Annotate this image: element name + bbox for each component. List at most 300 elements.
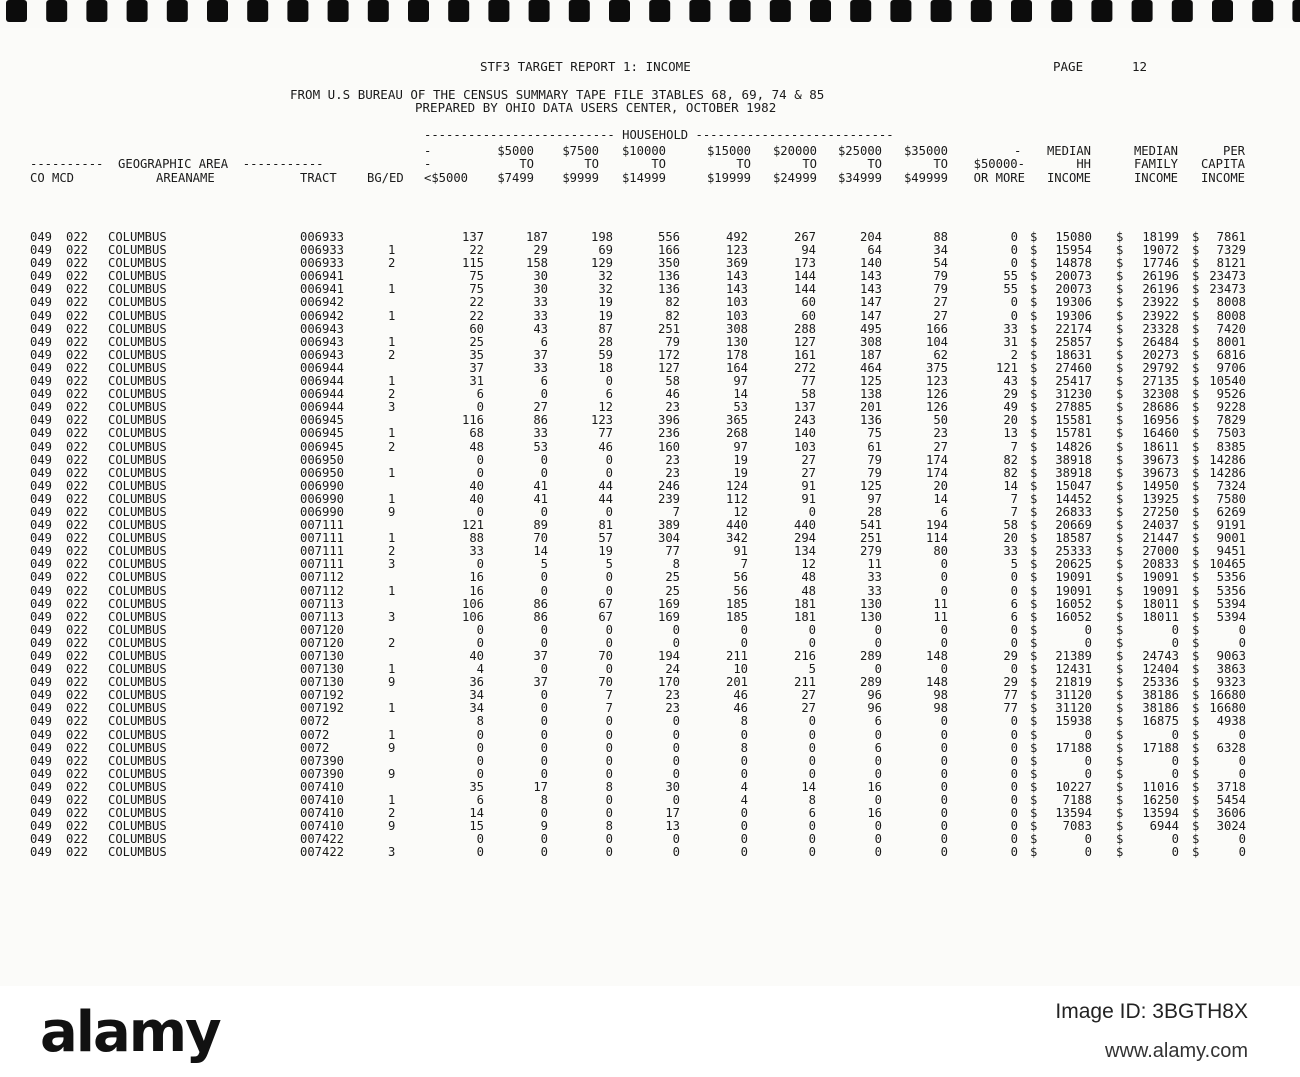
tract: 007422 <box>300 832 345 847</box>
currency-symbol: $ <box>1116 243 1124 258</box>
count-5000-7499: 0 <box>540 832 548 847</box>
header-co-mcd: CO MCD <box>30 171 75 185</box>
median-hh-income: 20625 <box>1055 557 1092 572</box>
table-row <box>30 610 1260 623</box>
currency-symbol: $ <box>1192 243 1200 258</box>
count-7500-9999: 129 <box>590 256 613 271</box>
area-name: COLUMBUS <box>108 282 167 297</box>
count-5000-7499: 0 <box>540 701 548 716</box>
header-dash-right: - <box>1014 144 1022 158</box>
table-row <box>30 675 1260 688</box>
currency-symbol: $ <box>1030 766 1038 781</box>
tract: 007111 <box>300 518 345 533</box>
currency-symbol: $ <box>1116 360 1124 375</box>
per-capita-income: 0 <box>1238 845 1246 860</box>
count-50000-more: 0 <box>1010 622 1018 637</box>
median-hh-header-line3: INCOME <box>1046 171 1091 185</box>
count-under-5000: 31 <box>469 374 484 389</box>
count-15000-19999: 0 <box>740 845 748 860</box>
currency-symbol: $ <box>1192 518 1200 533</box>
count-10000-14999: 556 <box>657 230 680 244</box>
count-15000-19999: 97 <box>733 374 748 389</box>
median-family-header-line3: INCOME <box>1133 171 1178 185</box>
currency-symbol: $ <box>1030 727 1038 742</box>
tract: 007130 <box>300 662 345 677</box>
range-header-r2-line1: $7500 <box>562 144 599 158</box>
currency-symbol: $ <box>1030 544 1038 559</box>
county-code: 049 <box>30 360 53 375</box>
count-35000-49999: 0 <box>940 793 948 808</box>
count-5000-7499: 0 <box>540 845 548 860</box>
county-code: 049 <box>30 662 53 677</box>
county-code: 049 <box>30 714 53 729</box>
median-hh-income: 18631 <box>1055 347 1092 362</box>
range-header-r7-line2: TO <box>933 157 948 171</box>
count-20000-24999: 5 <box>808 662 816 677</box>
count-10000-14999: 82 <box>665 295 680 310</box>
area-name: COLUMBUS <box>108 701 167 716</box>
median-hh-income: 20669 <box>1055 518 1092 533</box>
count-15000-19999: 143 <box>725 269 748 284</box>
count-under-5000: 22 <box>469 308 484 323</box>
count-7500-9999: 70 <box>598 649 613 663</box>
count-7500-9999: 67 <box>598 609 613 624</box>
area-name: COLUMBUS <box>108 740 167 755</box>
count-50000-more: 0 <box>1010 570 1018 585</box>
median-family-income: 27135 <box>1142 374 1179 389</box>
currency-symbol: $ <box>1116 714 1124 729</box>
block-group: 9 <box>388 675 396 690</box>
mcd-code: 022 <box>66 413 89 428</box>
count-7500-9999: 77 <box>598 426 613 441</box>
count-5000-7499: 33 <box>533 308 548 323</box>
currency-symbol: $ <box>1116 793 1124 808</box>
count-20000-24999: 0 <box>808 740 816 755</box>
county-code: 049 <box>30 557 53 572</box>
binding-hole <box>86 0 107 22</box>
tract: 006990 <box>300 478 345 493</box>
currency-symbol: $ <box>1030 701 1038 716</box>
area-name: COLUMBUS <box>108 400 167 415</box>
table-row <box>30 518 1260 531</box>
currency-symbol: $ <box>1192 439 1200 454</box>
binding-hole <box>609 0 630 22</box>
block-group: 3 <box>388 609 396 624</box>
block-group: 9 <box>388 766 396 781</box>
page-number: 12 <box>1132 59 1148 74</box>
count-15000-19999: 201 <box>725 675 748 690</box>
count-25000-34999: 0 <box>874 635 882 650</box>
area-name: COLUMBUS <box>108 413 167 428</box>
count-20000-24999: 12 <box>801 557 816 572</box>
tract: 006990 <box>300 491 345 506</box>
block-group: 2 <box>388 387 396 402</box>
median-family-income: 0 <box>1171 832 1179 847</box>
area-name: COLUMBUS <box>108 387 167 402</box>
count-20000-24999: 0 <box>808 766 816 781</box>
count-35000-49999: 14 <box>933 491 948 506</box>
median-family-income: 12404 <box>1142 662 1179 677</box>
spiral-binding <box>0 0 1300 28</box>
count-5000-7499: 29 <box>533 243 548 258</box>
per-capita-header-line3: INCOME <box>1200 171 1245 185</box>
table-row <box>30 243 1260 256</box>
currency-symbol: $ <box>1116 400 1124 415</box>
count-10000-14999: 396 <box>657 413 680 428</box>
table-row <box>30 531 1260 544</box>
count-15000-19999: 365 <box>725 413 748 428</box>
count-50000-more: 0 <box>1010 256 1018 271</box>
mcd-code: 022 <box>66 439 89 454</box>
currency-symbol: $ <box>1030 518 1038 533</box>
count-25000-34999: 97 <box>867 491 882 506</box>
count-under-5000: 106 <box>461 596 484 611</box>
count-35000-49999: 0 <box>940 662 948 677</box>
county-code: 049 <box>30 321 53 336</box>
currency-symbol: $ <box>1116 609 1124 624</box>
block-group: 1 <box>388 243 396 258</box>
currency-symbol: $ <box>1116 622 1124 637</box>
table-row <box>30 492 1260 505</box>
mcd-code: 022 <box>66 793 89 808</box>
per-capita-income: 3606 <box>1216 806 1246 821</box>
table-row <box>30 505 1260 518</box>
currency-symbol: $ <box>1030 465 1038 480</box>
mcd-code: 022 <box>66 701 89 716</box>
mcd-code: 022 <box>66 334 89 349</box>
median-family-income: 23922 <box>1142 308 1179 323</box>
count-15000-19999: 0 <box>740 819 748 834</box>
count-under-5000: 121 <box>461 518 484 533</box>
currency-symbol: $ <box>1192 400 1200 415</box>
count-10000-14999: 24 <box>665 662 680 677</box>
tract: 007113 <box>300 596 345 611</box>
count-under-5000: 0 <box>476 753 484 768</box>
count-50000-more: 14 <box>1003 478 1018 493</box>
count-5000-7499: 0 <box>540 740 548 755</box>
mcd-code: 022 <box>66 557 89 572</box>
count-25000-34999: 147 <box>859 295 882 310</box>
currency-symbol: $ <box>1116 649 1124 663</box>
count-under-5000: 0 <box>476 504 484 519</box>
area-name: COLUMBUS <box>108 256 167 271</box>
mcd-code: 022 <box>66 243 89 258</box>
count-under-5000: 16 <box>469 570 484 585</box>
count-under-5000: 6 <box>476 793 484 808</box>
count-15000-19999: 185 <box>725 596 748 611</box>
count-20000-24999: 134 <box>793 544 816 559</box>
currency-symbol: $ <box>1116 347 1124 362</box>
count-35000-49999: 88 <box>933 230 948 244</box>
range-header-r5-line1: $20000 <box>772 144 817 158</box>
count-10000-14999: 166 <box>657 243 680 258</box>
binding-hole <box>328 0 349 22</box>
report-subtitle-prepared: PREPARED BY OHIO DATA USERS CENTER, OCTOBER 1982 <box>415 100 777 115</box>
range-header-r6-line1: $25000 <box>837 144 882 158</box>
county-code: 049 <box>30 701 53 716</box>
per-capita-income: 0 <box>1238 635 1246 650</box>
count-5000-7499: 17 <box>533 779 548 794</box>
mcd-code: 022 <box>66 491 89 506</box>
currency-symbol: $ <box>1116 295 1124 310</box>
count-25000-34999: 79 <box>867 452 882 467</box>
count-20000-24999: 144 <box>793 269 816 284</box>
count-50000-more: 7 <box>1010 504 1018 519</box>
currency-symbol: $ <box>1030 426 1038 441</box>
currency-symbol: $ <box>1192 504 1200 519</box>
count-20000-24999: 0 <box>808 504 816 519</box>
count-20000-24999: 94 <box>801 243 816 258</box>
per-capita-income: 0 <box>1238 622 1246 637</box>
per-capita-income: 4938 <box>1216 714 1246 729</box>
count-35000-49999: 62 <box>933 347 948 362</box>
count-20000-24999: 0 <box>808 714 816 729</box>
binding-hole <box>810 0 831 22</box>
median-family-income: 39673 <box>1142 452 1179 467</box>
currency-symbol: $ <box>1116 544 1124 559</box>
count-7500-9999: 0 <box>605 793 613 808</box>
table-row <box>30 295 1260 308</box>
count-under-5000: 35 <box>469 347 484 362</box>
currency-symbol: $ <box>1116 845 1124 860</box>
count-50000-more: 0 <box>1010 793 1018 808</box>
count-under-5000: 137 <box>461 230 484 244</box>
count-under-5000: 34 <box>469 701 484 716</box>
count-15000-19999: 103 <box>725 308 748 323</box>
currency-symbol: $ <box>1030 819 1038 834</box>
count-50000-more: 0 <box>1010 727 1018 742</box>
per-capita-income: 3718 <box>1216 779 1246 794</box>
count-50000-more: 29 <box>1003 387 1018 402</box>
tract: 007192 <box>300 701 345 716</box>
block-group: 3 <box>388 557 396 572</box>
currency-symbol: $ <box>1192 832 1200 847</box>
county-code: 049 <box>30 753 53 768</box>
currency-symbol: $ <box>1030 347 1038 362</box>
mcd-code: 022 <box>66 269 89 284</box>
count-35000-49999: 11 <box>933 596 948 611</box>
count-10000-14999: 25 <box>665 570 680 585</box>
count-10000-14999: 23 <box>665 465 680 480</box>
count-7500-9999: 32 <box>598 269 613 284</box>
median-hh-income: 0 <box>1084 832 1092 847</box>
count-35000-49999: 27 <box>933 295 948 310</box>
count-35000-49999: 80 <box>933 544 948 559</box>
block-group: 1 <box>388 308 396 323</box>
count-10000-14999: 0 <box>672 753 680 768</box>
count-15000-19999: 91 <box>733 544 748 559</box>
count-35000-49999: 50 <box>933 413 948 428</box>
currency-symbol: $ <box>1030 622 1038 637</box>
mcd-code: 022 <box>66 478 89 493</box>
count-15000-19999: 211 <box>725 649 748 663</box>
currency-symbol: $ <box>1192 531 1200 546</box>
median-hh-header-line1: MEDIAN <box>1046 144 1091 158</box>
area-name: COLUMBUS <box>108 727 167 742</box>
count-25000-34999: 147 <box>859 308 882 323</box>
count-7500-9999: 87 <box>598 321 613 336</box>
binding-hole <box>6 0 27 22</box>
count-5000-7499: 89 <box>533 518 548 533</box>
currency-symbol: $ <box>1192 727 1200 742</box>
county-code: 049 <box>30 819 53 834</box>
count-10000-14999: 23 <box>665 701 680 716</box>
count-25000-34999: 79 <box>867 465 882 480</box>
county-code: 049 <box>30 635 53 650</box>
count-5000-7499: 33 <box>533 295 548 310</box>
count-35000-49999: 114 <box>925 531 948 546</box>
count-20000-24999: 0 <box>808 845 816 860</box>
county-code: 049 <box>30 793 53 808</box>
tract: 006942 <box>300 308 345 323</box>
count-under-5000: 75 <box>469 282 484 297</box>
count-7500-9999: 0 <box>605 504 613 519</box>
median-family-income: 16875 <box>1142 714 1179 729</box>
count-20000-24999: 144 <box>793 282 816 297</box>
count-7500-9999: 0 <box>605 714 613 729</box>
count-5000-7499: 5 <box>540 557 548 572</box>
table-row <box>30 819 1260 832</box>
currency-symbol: $ <box>1030 806 1038 821</box>
per-capita-income: 7829 <box>1216 413 1246 428</box>
median-family-income: 27000 <box>1142 544 1179 559</box>
county-code: 049 <box>30 518 53 533</box>
table-row <box>30 597 1260 610</box>
median-family-income: 13594 <box>1142 806 1179 821</box>
count-10000-14999: 23 <box>665 452 680 467</box>
currency-symbol: $ <box>1116 387 1124 402</box>
count-20000-24999: 181 <box>793 596 816 611</box>
count-50000-more: 5 <box>1010 557 1018 572</box>
count-20000-24999: 58 <box>801 387 816 402</box>
area-name: COLUMBUS <box>108 334 167 349</box>
count-35000-49999: 98 <box>933 688 948 703</box>
count-35000-49999: 104 <box>925 334 948 349</box>
range-header-r2-line3: $9999 <box>562 171 599 185</box>
median-family-income: 20273 <box>1142 347 1179 362</box>
table-row <box>30 440 1260 453</box>
count-15000-19999: 0 <box>740 766 748 781</box>
table-row <box>30 701 1260 714</box>
count-7500-9999: 28 <box>598 334 613 349</box>
county-code: 049 <box>30 478 53 493</box>
area-name: COLUMBUS <box>108 649 167 663</box>
median-family-header-line1: MEDIAN <box>1133 144 1178 158</box>
currency-symbol: $ <box>1116 766 1124 781</box>
range-header-r8-line1: $50000- <box>973 157 1025 171</box>
count-under-5000: 0 <box>476 557 484 572</box>
block-group: 1 <box>388 334 396 349</box>
tract: 006933 <box>300 243 345 258</box>
mcd-code: 022 <box>66 832 89 847</box>
count-50000-more: 0 <box>1010 243 1018 258</box>
tract: 007120 <box>300 622 345 637</box>
block-group: 3 <box>388 400 396 415</box>
per-capita-income: 8008 <box>1216 308 1246 323</box>
tract: 007111 <box>300 531 345 546</box>
count-15000-19999: 7 <box>740 557 748 572</box>
count-25000-34999: 136 <box>859 413 882 428</box>
binding-hole <box>890 0 911 22</box>
tract: 007390 <box>300 753 345 768</box>
count-7500-9999: 0 <box>605 452 613 467</box>
currency-symbol: $ <box>1192 688 1200 703</box>
currency-symbol: $ <box>1116 583 1124 598</box>
county-code: 049 <box>30 675 53 690</box>
range-header-r4-line2: TO <box>736 157 751 171</box>
count-35000-49999: 375 <box>925 360 948 375</box>
count-35000-49999: 0 <box>940 570 948 585</box>
per-capita-income: 10540 <box>1209 374 1246 389</box>
tract: 007111 <box>300 544 345 559</box>
count-25000-34999: 33 <box>867 570 882 585</box>
area-name: COLUMBUS <box>108 504 167 519</box>
count-5000-7499: 0 <box>540 635 548 650</box>
count-50000-more: 0 <box>1010 230 1018 244</box>
currency-symbol: $ <box>1192 714 1200 729</box>
count-20000-24999: 211 <box>793 675 816 690</box>
count-15000-19999: 14 <box>733 387 748 402</box>
area-name: COLUMBUS <box>108 478 167 493</box>
currency-symbol: $ <box>1030 740 1038 755</box>
table-row <box>30 335 1260 348</box>
count-15000-19999: 0 <box>740 635 748 650</box>
median-hh-income: 0 <box>1084 635 1092 650</box>
binding-hole <box>770 0 791 22</box>
count-10000-14999: 236 <box>657 426 680 441</box>
mcd-code: 022 <box>66 714 89 729</box>
currency-symbol: $ <box>1116 426 1124 441</box>
median-hh-income: 7083 <box>1062 819 1092 834</box>
county-code: 049 <box>30 596 53 611</box>
currency-symbol: $ <box>1192 596 1200 611</box>
tract: 007112 <box>300 583 345 598</box>
block-group: 3 <box>388 845 396 860</box>
count-25000-34999: 495 <box>859 321 882 336</box>
count-15000-19999: 4 <box>740 779 748 794</box>
currency-symbol: $ <box>1192 740 1200 755</box>
currency-symbol: $ <box>1030 662 1038 677</box>
count-5000-7499: 33 <box>533 426 548 441</box>
currency-symbol: $ <box>1192 766 1200 781</box>
area-name: COLUMBUS <box>108 596 167 611</box>
tract: 006943 <box>300 334 345 349</box>
per-capita-income: 3863 <box>1216 662 1246 677</box>
count-10000-14999: 172 <box>657 347 680 362</box>
currency-symbol: $ <box>1030 308 1038 323</box>
currency-symbol: $ <box>1192 256 1200 271</box>
block-group: 1 <box>388 662 396 677</box>
currency-symbol: $ <box>1030 635 1038 650</box>
table-row <box>30 688 1260 701</box>
count-7500-9999: 0 <box>605 583 613 598</box>
area-name: COLUMBUS <box>108 426 167 441</box>
area-name: COLUMBUS <box>108 347 167 362</box>
per-capita-income: 9451 <box>1216 544 1246 559</box>
count-20000-24999: 60 <box>801 308 816 323</box>
currency-symbol: $ <box>1030 439 1038 454</box>
median-family-income: 19091 <box>1142 570 1179 585</box>
count-35000-49999: 0 <box>940 714 948 729</box>
binding-hole <box>1091 0 1112 22</box>
count-under-5000: 4 <box>476 662 484 677</box>
county-code: 049 <box>30 439 53 454</box>
block-group: 2 <box>388 806 396 821</box>
per-capita-income: 0 <box>1238 832 1246 847</box>
per-capita-income: 9526 <box>1216 387 1246 402</box>
tract: 006945 <box>300 426 345 441</box>
median-family-income: 11016 <box>1142 779 1179 794</box>
